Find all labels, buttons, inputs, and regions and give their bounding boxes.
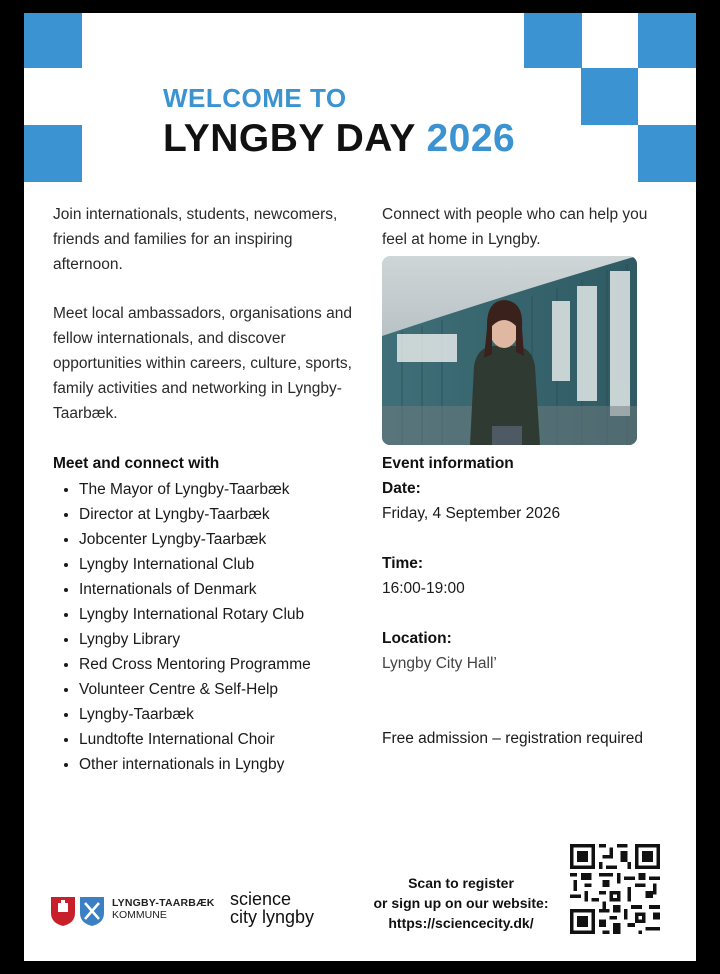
qr-code-icon[interactable]: [570, 844, 660, 934]
photo-illustration: [382, 256, 637, 445]
time-label: Time:: [382, 555, 424, 572]
intro-paragraph-1: Join internationals, students, newcomers, friends and families for an inspiring afternoon.: [53, 206, 338, 273]
photo-woman-at-building: [382, 256, 637, 445]
list-item: • Volunteer Centre & Self-Help: [79, 677, 399, 702]
title-main: LYNGBY DAY: [163, 117, 416, 160]
kommune-crest-logo: [49, 895, 109, 927]
event-heading: Event information: [382, 455, 514, 472]
list-item: • Lyngby International Club: [79, 552, 399, 577]
date-value: Friday, 4 September 2026: [382, 505, 561, 522]
location-value: Lyngby City Hall’: [382, 655, 497, 672]
decor-square: [581, 68, 638, 125]
admission-text: Free admission – registration required: [382, 730, 644, 747]
date-label: Date:: [382, 480, 421, 497]
list-item: • Lundtofte International Choir: [79, 727, 399, 752]
page-title: [163, 117, 515, 161]
organisations-list: [53, 477, 399, 777]
list-item: • Other internationals in Lyngby: [79, 752, 399, 777]
list-item: • Lyngby International Rotary Club: [79, 602, 399, 627]
location-label: Location:: [382, 630, 452, 647]
list-item: • Lyngby Library: [79, 627, 399, 652]
welcome-heading: WELCOME TO: [163, 83, 347, 113]
scan-line-1: Scan to register: [408, 875, 514, 891]
list-item: • Jobcenter Lyngby-Taarbæk: [79, 527, 399, 552]
decor-square: [638, 125, 696, 182]
meet-heading: Meet and connect with: [53, 455, 220, 472]
decor-square: [24, 125, 82, 182]
list-item: • The Mayor of Lyngby-Taarbæk: [79, 477, 399, 502]
list-item: • Internationals of Denmark: [79, 577, 399, 602]
kommune-name-line2: KOMMUNE: [112, 909, 167, 921]
poster: [24, 13, 696, 961]
science-city-logo: [230, 890, 314, 926]
title-year: 2026: [426, 117, 516, 160]
register-instructions: [346, 873, 576, 933]
website-link[interactable]: https://sciencecity.dk/: [388, 915, 534, 931]
kommune-name: [112, 897, 215, 921]
science-city-line1: science: [230, 889, 292, 909]
decor-square: [24, 13, 82, 68]
decor-square: [638, 13, 696, 68]
list-item: • Director at Lyngby-Taarbæk: [79, 502, 399, 527]
time-value: 16:00-19:00: [382, 580, 465, 597]
kommune-name-line1: LYNGBY-TAARBÆK: [112, 897, 215, 909]
decor-square: [524, 13, 582, 68]
intro-paragraph-2: Meet local ambassadors, organisations and fellow internationals, and discover opportunities within careers, culture, sports, family activities and networking in Lyngby-Taarbæk.: [53, 305, 352, 422]
list-item: • Red Cross Mentoring Programme: [79, 652, 399, 677]
list-item: • Lyngby-Taarbæk: [79, 702, 399, 727]
science-city-line2: city lyngby: [230, 907, 315, 927]
connect-text: Connect with people who can help you feel at home in Lyngby.: [382, 206, 648, 248]
scan-line-2: or sign up on our website:: [373, 895, 549, 911]
